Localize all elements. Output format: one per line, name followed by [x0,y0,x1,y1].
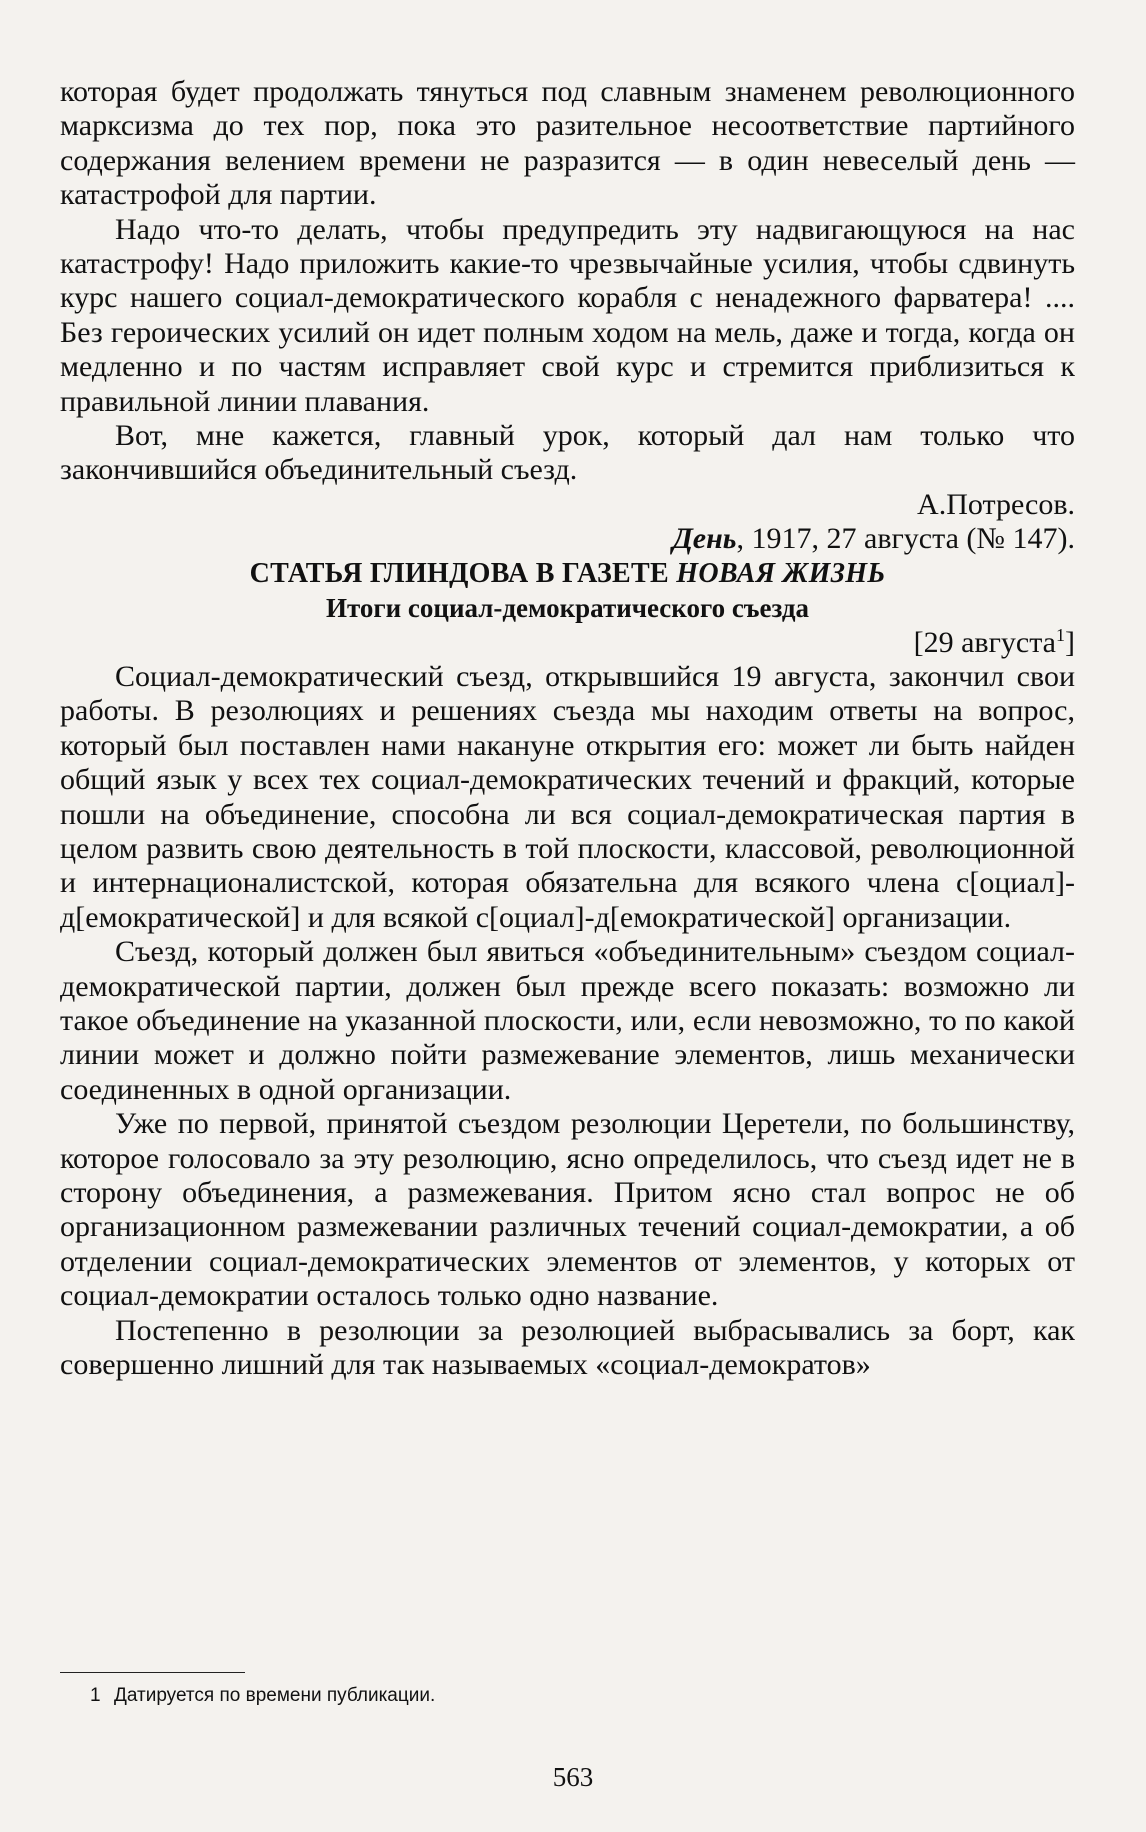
section-heading-newspaper: НОВАЯ ЖИЗНЬ [676,557,886,589]
continuation-paragraph-2: Надо что-то делать, чтобы предупредить эту надвигающуюся на нас катастрофу! Надо приложить какие-то чрезвычайные усилия, чтобы сдвинуть курс нашего социал-демократического корабля с ненадежного фарватера! .... Без героических усилий он идет полным ходом на мель, даже и тогда, когда он медленно и по частям исправляет свой курс и стремится приблизиться к правильной линии плавания. [60,212,1075,418]
continuation-paragraph-3: Вот, мне кажется, главный урок, который дал нам только что закончившийся объединительный съезд. [60,419,1075,487]
footnote-mark: 1 [90,1685,101,1706]
article-date [60,626,1075,660]
article-paragraph-2: Съезд, который должен был явиться «объединительным» съездом социал-демократической партии, должен был прежде всего показать: возможно ли такое объединение на указанной плоскости, или, если невозможно, то по какой линии может и должно пойти размежевание элементов, лишь механически соединенных в одной организации. [60,935,1075,1106]
article-paragraph-3: Уже по первой, принятой съездом резолюции Церетели, по большинству, которое голосовало за эту резолюцию, ясно определилось, что съезд идет не в сторону объединения, а размежевания. Притом ясно стал вопрос не об организационном размежевании различных течений социал-демократии, а об отделении социал-демократических элементов от элементов, у которых от социал-демократии осталось только одно название. [60,1107,1075,1313]
article-date-text: [29 августа [913,625,1056,659]
footnote [60,1684,435,1708]
main-text [60,75,1075,1382]
article-date-close: ] [1065,625,1075,659]
author-signature: А.Потресов. [917,487,1075,521]
article-paragraph-4: Постепенно в резолюции за резолюцией выбрасывались за борт, как совершенно лишний для так называемых «социал-демократов» [60,1313,1075,1382]
footnote-reference: 1 [1056,624,1065,645]
article-paragraph-1: Социал-демократический съезд, открывшийся 19 августа, закончил свои работы. В резолюциях и решениях съезда мы находим ответы на вопрос, который был поставлен нами накануне открытия его: может ли быть найден общий язык у всех тех социал-демократических течений и фракций, которые пошли на объединение, способна ли вся социал-демократическая партия в целом развить свою деятельность в той плоскости, классовой, революционной и интернационалистской, которая обязательна для всякого члена с[оциал]-д[емократической] и для всякой с[оциал]-д[емократической] организации. [60,659,1075,934]
section-heading [60,557,1075,591]
page-number: 563 [552,1762,594,1792]
article-title: Итоги социал-демократического съезда [325,593,810,624]
source-date: , 1917, 27 августа (№ 147). [736,522,1075,556]
footnote-text: Датируется по времени публикации. [114,1685,436,1706]
footnote-divider [60,1672,245,1673]
section-heading-prefix: СТАТЬЯ ГЛИНДОВА В ГАЗЕТЕ [249,557,677,589]
source-newspaper: День [672,522,737,556]
source-citation [60,522,1075,556]
continuation-paragraph-1: которая будет продолжать тянуться под славным знаменем революционного марксизма до тех пор, пока это разительное несоответствие партийного содержания велением времени не разразится — в один невеселый день — катастрофой для партии. [60,75,1075,212]
